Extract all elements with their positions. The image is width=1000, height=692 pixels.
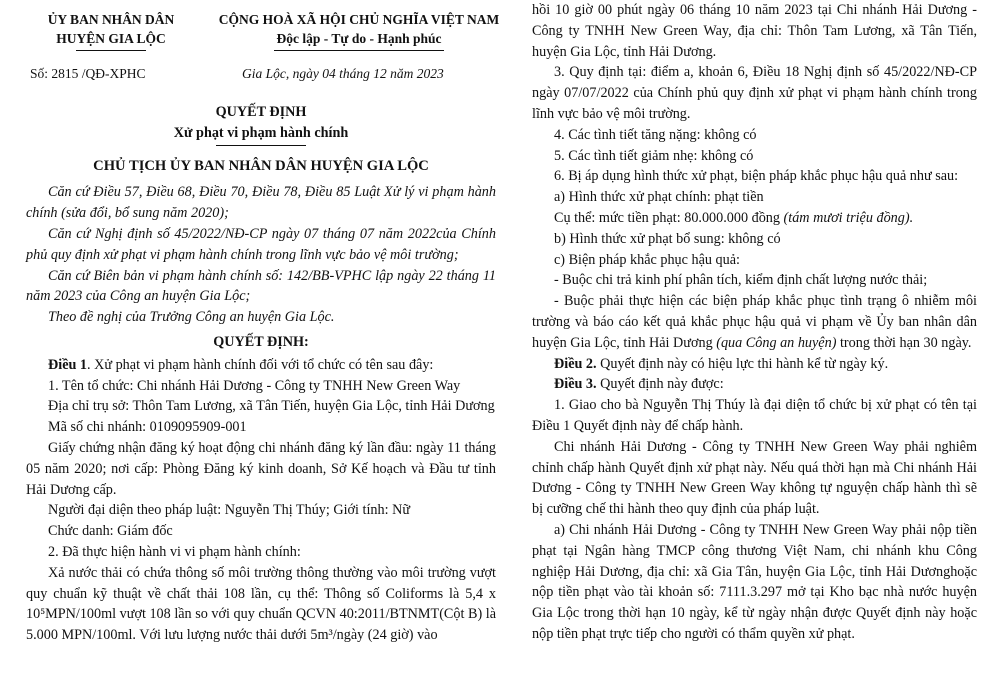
body-paragraph [532, 187, 977, 208]
body-paragraph [532, 437, 977, 520]
paragraph-text: - Buộc chi trả kinh phí phân tích, kiểm định chất lượng nước thải; [554, 272, 928, 289]
paragraph-text: Người đại diện theo pháp luật: Nguyễn Thị Thúy; Giới tính: Nữ [48, 502, 411, 519]
body-paragraph [532, 146, 977, 167]
body-paragraph [532, 166, 977, 187]
body-paragraph [26, 355, 496, 376]
paragraph-text: 3. Quy định tại: điểm a, khoản 6, Điều 18 Nghị định số 45/2022/NĐ-CP ngày 07/07/2022 của Chính phủ quy định xử phạt vi phạm hành chính trong lĩnh vực bảo vệ môi trường. [532, 64, 977, 122]
org-underline [76, 50, 146, 51]
paragraph-text: 6. Bị áp dụng hình thức xử phạt, biện pháp khắc phục hậu quả như sau: [554, 168, 959, 185]
paragraph-italic-text: (qua Công an huyện) [716, 334, 837, 351]
document-subtitle: Xử phạt vi phạm hành chính [173, 124, 349, 141]
body-paragraph [26, 376, 496, 397]
article-label: Điều 2. [554, 355, 597, 372]
legal-basis: Căn cứ Biên bản vi phạm hành chính số: 142/BB-VPHC lập ngày 22 tháng 11 năm 2023 của Công an huyện Gia Lộc; [26, 267, 496, 305]
paragraph-text: Quyết định này được: [596, 376, 724, 393]
paragraph-text: Chức danh: Giám đốc [48, 523, 173, 540]
body-paragraph [532, 62, 977, 124]
paragraph-text: . Xử phạt vi phạm hành chính đối với tổ chức có tên sau đây: [87, 356, 434, 373]
paragraph-text: a) Hình thức xử phạt chính: phạt tiền [554, 189, 764, 206]
body-paragraph [532, 250, 977, 271]
paragraph-text: Giấy chứng nhận đăng ký hoạt động chi nhánh đăng ký lần đầu: ngày 11 tháng 05 năm 2020; nơi cấp: Phòng Đăng ký kinh doanh, Sở Kế hoạch và Đầu tư tỉnh Hải Dương cấp. [26, 439, 496, 498]
body-paragraph [532, 520, 977, 645]
paragraph-text: a) Chi nhánh Hải Dương - Công ty TNHH New Green Way phải nộp tiền phạt tại Ngân hàng TMCP công thương Việt Nam, chi nhánh khu Công nghiệp Hải Dương, địa chỉ: xã Gia Tân, huyện Gia Lộc, tỉnh Hải Dươnghoặc nộp tiền phạt vào tài khoản số: 7111.3.297 mở tại Kho bạc nhà nước huyện Gia Lộc trong thời hạn 10 ngày, kể từ ngày nhận được Quyết định này hoặc nộp tiền phạt trực tiếp cho người có thẩm quyền xử phạt. [532, 521, 977, 642]
body-paragraph [532, 208, 977, 229]
paragraph-text: 5. Các tình tiết giảm nhẹ: không có [554, 147, 754, 164]
org-line-2: HUYỆN GIA LỘC [56, 31, 166, 46]
decision-heading: QUYẾT ĐỊNH: [213, 333, 309, 350]
authority-heading: CHỦ TỊCH ỦY BAN NHÂN DÂN HUYỆN GIA LỘC [93, 157, 429, 174]
body-paragraph [532, 374, 977, 395]
decision-number: Số: 2815 /QĐ-XPHC [30, 66, 146, 81]
paragraph-text-after: trong thời hạn 30 ngày. [836, 334, 972, 351]
paragraph-text: Mã số chi nhánh: 0109095909-001 [48, 419, 247, 436]
paragraph-text: hồi 10 giờ 00 phút ngày 06 tháng 10 năm 2023 tại Chi nhánh Hải Dương - Công ty TNHH New Green Way, địa chỉ: Thôn Tam Lương, xã Tân Tiến, huyện Gia Lộc, tỉnh Hải Dương. [532, 2, 977, 60]
body-paragraph [532, 125, 977, 146]
body-paragraph [26, 500, 496, 521]
paragraph-text: 2. Đã thực hiện hành vi vi phạm hành chính: [48, 543, 301, 560]
paragraph-text: Quyết định này có hiệu lực thi hành kể từ ngày ký. [596, 355, 889, 372]
document-title: QUYẾT ĐỊNH [215, 104, 307, 120]
subtitle-underline [216, 145, 306, 146]
paragraph-text: 1. Giao cho bà Nguyễn Thị Thúy là đại diện tổ chức bị xử phạt có tên tại Điều 1 Quyết định này để chấp hành. [532, 397, 977, 434]
paragraph-text: - Buộc phải thực hiện các biện pháp khắc phục tình trạng ô nhiễm môi trường và báo cáo kết quả khắc phục hậu quả vi phạm về Ủy ban nhân dân huyện Gia Lộc, tỉnh Hải Dương [532, 293, 977, 351]
body-paragraph [532, 270, 977, 291]
paragraph-italic-text: (tám mươi triệu đồng). [783, 209, 914, 226]
paragraph-text: Địa chỉ trụ sở: Thôn Tam Lương, xã Tân Tiến, huyện Gia Lộc, tỉnh Hải Dương [48, 398, 495, 415]
paragraph-text: b) Hình thức xử phạt bổ sung: không có [554, 230, 781, 247]
body-paragraph [26, 521, 496, 542]
issuing-authority [26, 10, 196, 51]
paragraph-text: Xả nước thải có chứa thông số môi trường thông thường vào môi trường vượt quy chuẩn kỹ thuật về chất thải 108 lần, cụ thể: Thông số Coliforms là 5,4 x 10⁵MPN/100ml vượt 108 lần so với quy chuẩn QCVN 40:2011/BTNMT(Cột B) là 5.000 MPN/100ml. Với lưu lượng nước thải dưới 5m³/ngày (24 giờ) vào [26, 564, 496, 644]
body-paragraph [532, 0, 977, 62]
body-paragraph [26, 417, 496, 438]
paragraph-text: Cụ thể: mức tiền phạt: 80.000.000 đồng [554, 209, 784, 226]
document-header [26, 0, 500, 100]
body-paragraph [26, 542, 496, 563]
body-paragraph [532, 229, 977, 250]
body-paragraph [532, 354, 977, 375]
right-column [532, 0, 977, 645]
legal-bases [26, 182, 496, 328]
body-paragraph [26, 396, 496, 417]
legal-basis: Căn cứ Nghị định số 45/2022/NĐ-CP ngày 07 tháng 07 năm 2022của Chính phủ quy định xử phạt vi phạm hành chính trong lĩnh vực bảo vệ môi trường; [26, 225, 496, 263]
left-column [26, 0, 500, 646]
motto: Độc lập - Tự do - Hạnh phúc [276, 31, 442, 46]
body-paragraph [532, 291, 977, 353]
article-label: Điều 1 [48, 356, 88, 373]
body-paragraph [26, 563, 496, 646]
article-label: Điều 3. [554, 376, 597, 393]
org-line-1: ỦY BAN NHÂN DÂN [47, 12, 175, 27]
paragraph-text: Chi nhánh Hải Dương - Công ty TNHH New Green Way phải nghiêm chỉnh chấp hành Quyết định xử phạt này. Nếu quá thời hạn mà Chi nhánh Hải Dương - Công ty TNHH New Green Way không tự nguyện chấp hành thì sẽ bị cưỡng chế thi hành theo quy định của pháp luật. [532, 438, 977, 518]
legal-basis: Căn cứ Điều 57, Điều 68, Điều 70, Điều 78, Điều 85 Luật Xử lý vi phạm hành chính (sửa đổi, bổ sung năm 2020); [26, 184, 496, 222]
legal-basis: Theo đề nghị của Trưởng Công an huyện Gia Lộc. [48, 309, 335, 326]
body-paragraph [532, 395, 977, 437]
body-paragraph [26, 438, 496, 500]
country-line: CỘNG HOÀ XÃ HỘI CHỦ NGHĨA VIỆT NAM [218, 12, 500, 27]
national-title [214, 10, 504, 51]
motto-underline [274, 50, 444, 51]
issue-date: Gia Lộc, ngày 04 tháng 12 năm 2023 [242, 66, 444, 81]
paragraph-text: 1. Tên tổ chức: Chi nhánh Hải Dương - Công ty TNHH New Green Way [48, 377, 461, 394]
left-body [26, 355, 496, 646]
paragraph-text: c) Biện pháp khắc phục hậu quả: [554, 251, 740, 268]
right-body [532, 0, 977, 645]
paragraph-text: 4. Các tình tiết tăng nặng: không có [554, 126, 757, 143]
